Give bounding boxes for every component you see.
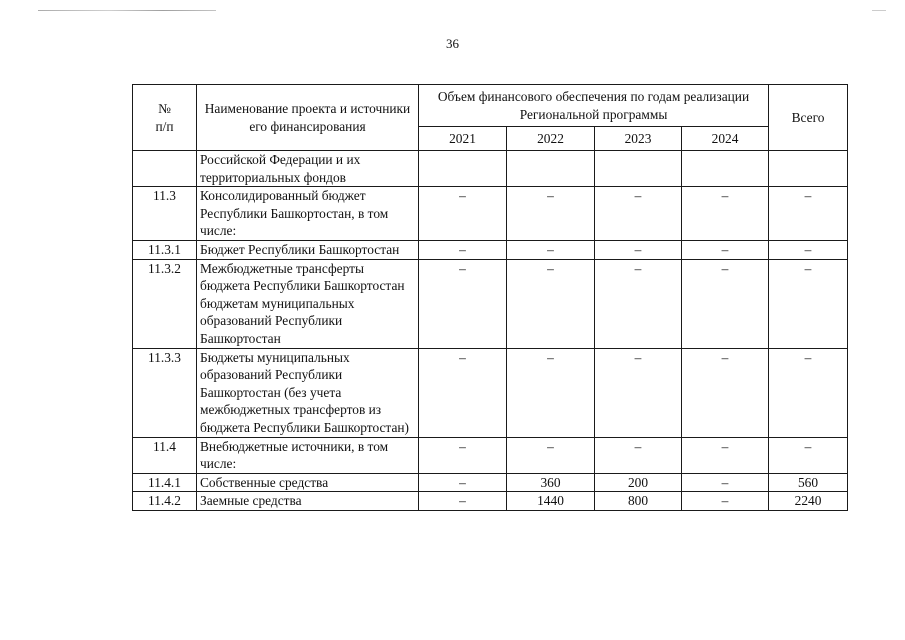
row-name: Внебюджетные источники, в том числе: — [197, 437, 419, 473]
row-total-value: – — [769, 348, 848, 437]
row-year-value: – — [507, 187, 595, 241]
row-total-value: 560 — [769, 473, 848, 492]
row-name: Бюджет Республики Башкортостан — [197, 240, 419, 259]
table-row — [133, 473, 848, 492]
row-number: 11.3.1 — [133, 240, 197, 259]
row-name: Межбюджетные трансферты бюджета Республики Башкортостан бюджетам муниципальных образований Республики Башкортостан — [197, 259, 419, 348]
row-year-value: – — [595, 187, 682, 241]
header-year-2021: 2021 — [419, 127, 507, 151]
row-year-value — [682, 151, 769, 187]
row-year-value: – — [507, 259, 595, 348]
row-year-value: – — [419, 348, 507, 437]
row-year-value — [507, 151, 595, 187]
row-number: 11.4 — [133, 437, 197, 473]
row-total-value: – — [769, 437, 848, 473]
row-year-value: – — [419, 187, 507, 241]
row-year-value: – — [682, 259, 769, 348]
row-year-value: – — [595, 259, 682, 348]
header-year-2023: 2023 — [595, 127, 682, 151]
table-row — [133, 348, 848, 437]
row-number: 11.4.2 — [133, 492, 197, 511]
row-year-value: – — [507, 348, 595, 437]
row-year-value: – — [419, 437, 507, 473]
header-name: Наименование проекта и источники его финансирования — [197, 85, 419, 151]
header-year-2022: 2022 — [507, 127, 595, 151]
row-number — [133, 151, 197, 187]
header-row-top — [133, 85, 848, 127]
scan-artifact-line — [38, 10, 216, 11]
row-year-value: – — [595, 348, 682, 437]
row-name: Бюджеты муниципальных образований Республики Башкортостан (без учета межбюджетных трансфертов из бюджета Республики Башкортостан) — [197, 348, 419, 437]
row-year-value: – — [682, 348, 769, 437]
row-year-value — [595, 151, 682, 187]
row-total-value: – — [769, 259, 848, 348]
row-year-value: 200 — [595, 473, 682, 492]
row-year-value: – — [507, 240, 595, 259]
row-number: 11.4.1 — [133, 473, 197, 492]
row-total-value: – — [769, 187, 848, 241]
table-row — [133, 259, 848, 348]
row-name: Российской Федерации и их территориальных фондов — [197, 151, 419, 187]
row-year-value: – — [419, 492, 507, 511]
row-name: Заемные средства — [197, 492, 419, 511]
scan-artifact-mark — [872, 10, 886, 11]
table-row — [133, 492, 848, 511]
table-row — [133, 437, 848, 473]
table-row — [133, 151, 848, 187]
row-year-value: – — [682, 473, 769, 492]
row-name: Собственные средства — [197, 473, 419, 492]
row-year-value: – — [595, 437, 682, 473]
row-year-value: – — [682, 240, 769, 259]
header-volume: Объем финансового обеспечения по годам реализации Региональной программы — [419, 85, 769, 127]
row-year-value: – — [682, 187, 769, 241]
row-year-value: – — [682, 437, 769, 473]
header-num: № п/п — [133, 85, 197, 151]
financing-table — [132, 84, 848, 511]
row-total-value: – — [769, 240, 848, 259]
row-number: 11.3.3 — [133, 348, 197, 437]
row-year-value: – — [595, 240, 682, 259]
table-row — [133, 240, 848, 259]
header-total: Всего — [769, 85, 848, 151]
row-name: Консолидированный бюджет Республики Башкортостан, в том числе: — [197, 187, 419, 241]
row-year-value — [419, 151, 507, 187]
row-number: 11.3 — [133, 187, 197, 241]
header-year-2024: 2024 — [682, 127, 769, 151]
row-total-value — [769, 151, 848, 187]
row-year-value: – — [419, 259, 507, 348]
row-total-value: 2240 — [769, 492, 848, 511]
table-row — [133, 187, 848, 241]
row-year-value: 800 — [595, 492, 682, 511]
row-number: 11.3.2 — [133, 259, 197, 348]
row-year-value: – — [507, 437, 595, 473]
page-number: 36 — [446, 36, 459, 51]
row-year-value: 1440 — [507, 492, 595, 511]
row-year-value: 360 — [507, 473, 595, 492]
row-year-value: – — [419, 473, 507, 492]
row-year-value: – — [419, 240, 507, 259]
row-year-value: – — [682, 492, 769, 511]
